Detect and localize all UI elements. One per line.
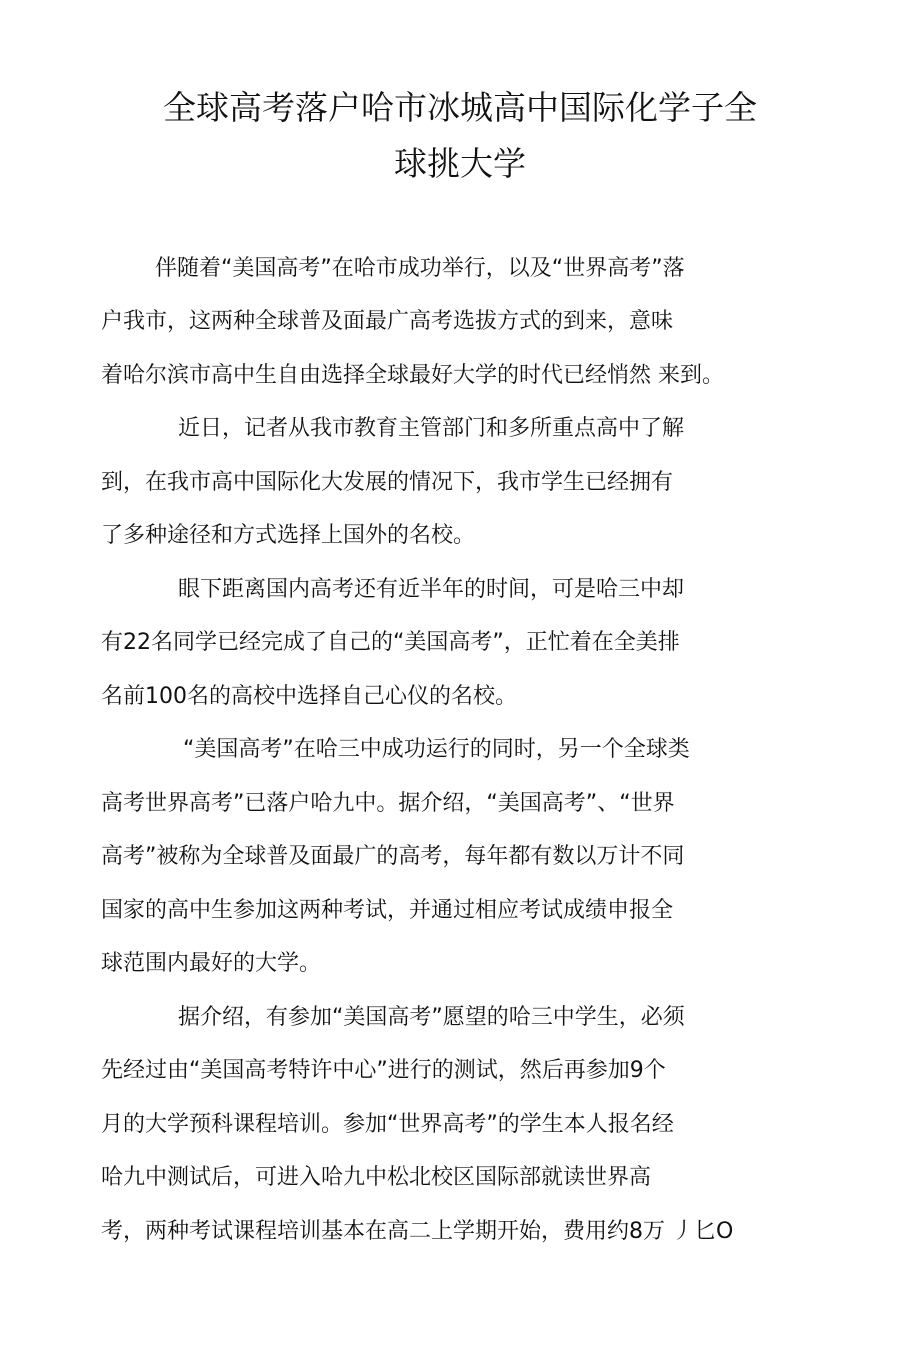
paragraph-1-line-1: 伴随着“美国高考”在哈市成功举行，以及“世界高考”落 [155,256,685,281]
paragraph-5-line-3: 月的大学预科课程培训。参加“世界高考”的学生本人报名经 [101,1112,674,1137]
paragraph-1-line-2: 户我市，这两种全球普及面最广高考选拔方式的到来，意味 [101,309,674,334]
paragraph-4-line-2: 高考世界高考”已落户哈九中。据介绍，“美国高考”、“世界 [101,791,675,816]
paragraph-5-line-4: 哈九中测试后，可进入哈九中松北校区国际部就读世界高 [101,1165,652,1190]
paragraph-1-line-3: 着哈尔滨市高中生自由选择全球最好大学的时代已经悄然 来到。 [101,363,724,388]
paragraph-4-line-1: “美国高考”在哈三中成功运行的同时，另一个全球类 [183,737,690,762]
paragraph-3-line-2: 有22名同学已经完成了自己的“美国高考”，正忙着在全美排 [101,630,680,655]
document-title-line-1: 全球高考落户哈市冰城高中国际化学子全 [163,88,757,127]
paragraph-3-line-3: 名前100名的高校中选择自己心仪的名校。 [101,684,517,709]
paragraph-4-line-4: 国家的高中生参加这两种考试，并通过相应考试成绩申报全 [101,898,674,923]
paragraph-5-line-5: 考，两种考试课程培训基本在高二上学期开始，费用约8万 丿匕O [101,1219,734,1244]
paragraph-2-line-1: 近日，记者从我市教育主管部门和多所重点高中了解 [178,416,685,441]
paragraph-5-line-2: 先经过由“美国高考特许中心”进行的测试，然后再参加9个 [101,1058,666,1083]
paragraph-2-line-2: 到，在我市高中国际化大发展的情况下，我市学生已经拥有 [101,470,674,495]
paragraph-3-line-1: 眼下距离国内高考还有近半年的时间，可是哈三中却 [178,577,685,602]
paragraph-4-line-3: 高考”被称为全球普及面最广的高考，每年都有数以万计不同 [101,844,685,869]
paragraph-5-line-1: 据介绍，有参加“美国高考”愿望的哈三中学生，必须 [178,1005,685,1030]
document-title-line-2: 球挑大学 [394,144,526,183]
paragraph-2-line-3: 了多种途径和方式选择上国外的名校。 [101,523,476,548]
paragraph-4-line-5: 球范围内最好的大学。 [101,951,322,976]
